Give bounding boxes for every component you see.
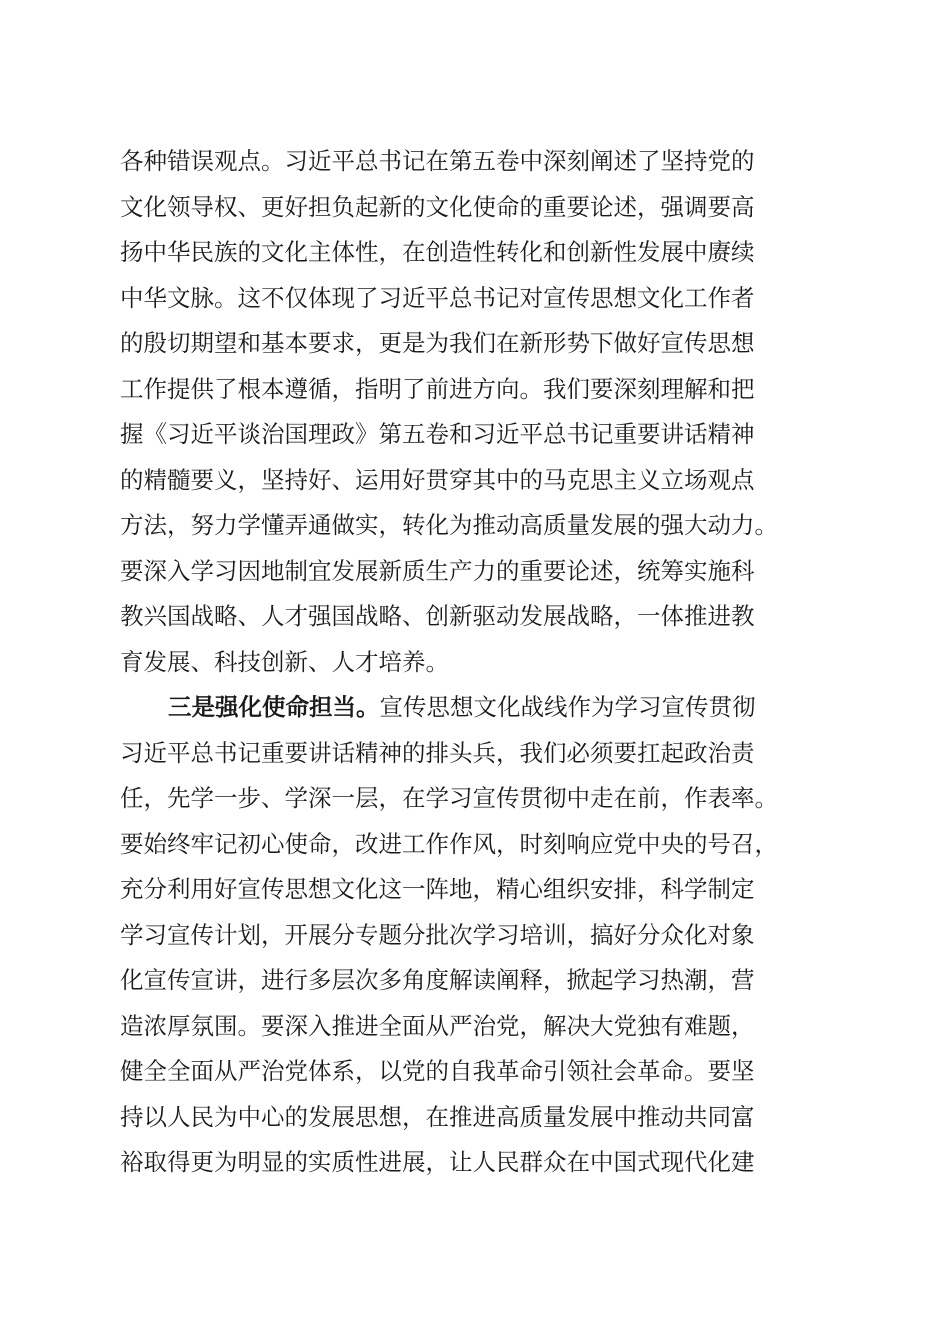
paragraph-line: 充分利用好宣传思想文化这一阵地，精心组织安排，科学制定: [120, 875, 755, 903]
section-first-line: [168, 687, 835, 727]
paragraph-line: 教兴国战略、人才强国战略、创新驱动发展战略，一体推进教: [120, 602, 755, 630]
paragraph-line: 扬中华民族的文化主体性，在创造性转化和创新性发展中赓续: [120, 238, 755, 266]
paragraph-line: 裕取得更为明显的实质性进展，让人民群众在中国式现代化建: [120, 1148, 755, 1176]
section-heading: 三是强化使命担当。: [168, 693, 380, 721]
paragraph-line: 化宣传宣讲，进行多层次多角度解读阐释，掀起学习热潮，营: [120, 966, 755, 994]
paragraph-line: 习近平总书记重要讲话精神的排头兵，我们必须要扛起政治责: [120, 739, 755, 767]
section-first-line-text: 宣传思想文化战线作为学习宣传贯彻: [379, 693, 756, 721]
paragraph-line: 工作提供了根本遵循，指明了前进方向。我们要深刻理解和把: [120, 375, 755, 403]
paragraph-line: 各种错误观点。习近平总书记在第五卷中深刻阐述了坚持党的: [120, 147, 755, 175]
paragraph-line: 的殷切期望和基本要求，更是为我们在新形势下做好宣传思想: [120, 329, 755, 357]
paragraph-line: 中华文脉。这不仅体现了习近平总书记对宣传思想文化工作者: [120, 284, 755, 312]
paragraph-line: 健全全面从严治党体系，以党的自我革命引领社会革命。要坚: [120, 1057, 755, 1085]
paragraph-line: 的精髓要义，坚持好、运用好贯穿其中的马克思主义立场观点: [120, 466, 755, 494]
paragraph-line: 要深入学习因地制宜发展新质生产力的重要论述，统筹实施科: [120, 557, 755, 585]
paragraph-line: 持以人民为中心的发展思想，在推进高质量发展中推动共同富: [120, 1103, 755, 1131]
paragraph-line: 文化领导权、更好担负起新的文化使命的重要论述，强调要高: [120, 193, 755, 221]
paragraph-line: 要始终牢记初心使命，改进工作作风，时刻响应党中央的号召，: [120, 830, 778, 858]
paragraph-line: 方法，努力学懂弄通做实，转化为推动高质量发展的强大动力。: [120, 511, 778, 539]
paragraph-line: 任，先学一步、学深一层，在学习宣传贯彻中走在前，作表率。: [120, 784, 778, 812]
paragraph-line: 握《习近平谈治国理政》第五卷和习近平总书记重要讲话精神: [120, 420, 755, 448]
paragraph-line: 育发展、科技创新、人才培养。: [120, 648, 449, 676]
paragraph-line: 造浓厚氛围。要深入推进全面从严治党，解决大党独有难题，: [120, 1012, 755, 1040]
paragraph-line: 学习宣传计划，开展分专题分批次学习培训，搞好分众化对象: [120, 921, 755, 949]
